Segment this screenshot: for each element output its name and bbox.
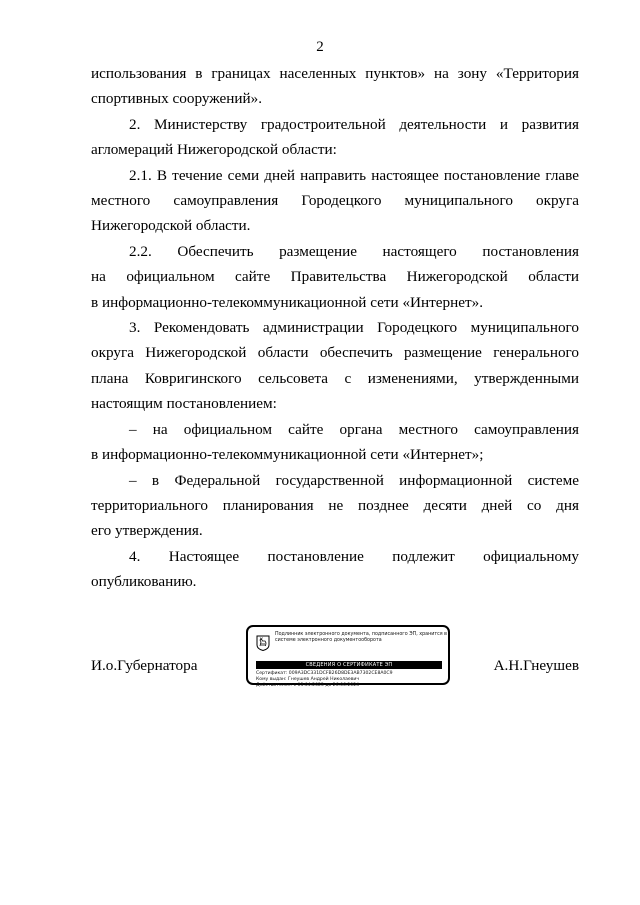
electronic-signature-stamp — [246, 625, 450, 688]
paragraph — [91, 239, 579, 315]
text-line: Нижегородской области. — [91, 217, 251, 235]
stamp-note: Подлинник электронного документа, подписанного ЭП, хранится в системе электронного документооборота — [275, 632, 447, 643]
certificate-validity: Действителен: с 03.04.2023 до 26.06.2024 — [256, 683, 360, 688]
document-body — [91, 61, 579, 595]
text-line: его утверждения. — [91, 522, 203, 540]
text-line: 2. Министерству градостроительной деятельности и развития — [129, 115, 579, 133]
text-line: 2.2. Обеспечить размещение настоящего постановления — [129, 242, 579, 260]
text-line: 2.1. В течение семи дней направить настоящее постановление главе — [129, 166, 579, 184]
signatory-position: И.о.Губернатора — [91, 657, 198, 674]
page-number: 2 — [316, 39, 324, 55]
text-line: использования в границах населенных пунктов» на зону «Территория — [91, 65, 579, 82]
coat-of-arms-deer-icon — [256, 635, 270, 651]
text-line: – в Федеральной государственной информационной системе — [129, 471, 579, 489]
certificate-owner: Кому выдан: Гнеушев Андрей Николаевич — [256, 677, 360, 682]
signatory-name: А.Н.Гнеушев — [493, 657, 579, 674]
text-line: агломераций Нижегородской области: — [91, 141, 337, 159]
paragraph — [91, 468, 579, 544]
text-line: округа Нижегородской области обеспечить размещение генерального — [91, 344, 579, 362]
paragraph — [91, 61, 579, 112]
text-line: опубликованию. — [91, 573, 197, 591]
paragraph — [91, 163, 579, 239]
text-line: на официальном сайте Правительства Нижегородской области — [91, 268, 579, 286]
text-line: 4. Настоящее постановление подлежит официальному — [129, 547, 579, 565]
text-line: – на официальном сайте органа местного самоуправления — [129, 420, 579, 438]
text-line: территориального планирования не позднее десяти дней со дня — [91, 496, 579, 514]
text-line: 3. Рекомендовать администрации Городецкого муниципального — [129, 319, 579, 337]
paragraph — [91, 112, 579, 163]
certificate-number: Сертификат: 009A3DC331DCFB26D8DE3AB7302CE8A0C9 — [256, 671, 393, 676]
text-line: спортивных сооружений». — [91, 90, 263, 108]
paragraph — [91, 544, 579, 595]
text-line: настоящим постановлением: — [91, 395, 277, 413]
paragraph — [91, 315, 579, 417]
certificate-info — [256, 671, 442, 689]
text-line: плана Ковригинского сельсовета с изменениями, утвержденными — [91, 369, 579, 387]
stamp-title-bar: СВЕДЕНИЯ О СЕРТИФИКАТЕ ЭП — [256, 661, 442, 669]
text-line: в информационно-телекоммуникационной сети «Интернет». — [91, 293, 484, 311]
text-line: местного самоуправления Городецкого муниципального округа — [91, 192, 579, 210]
text-line: в информационно-телекоммуникационной сети «Интернет»; — [91, 446, 484, 464]
paragraph — [91, 417, 579, 468]
